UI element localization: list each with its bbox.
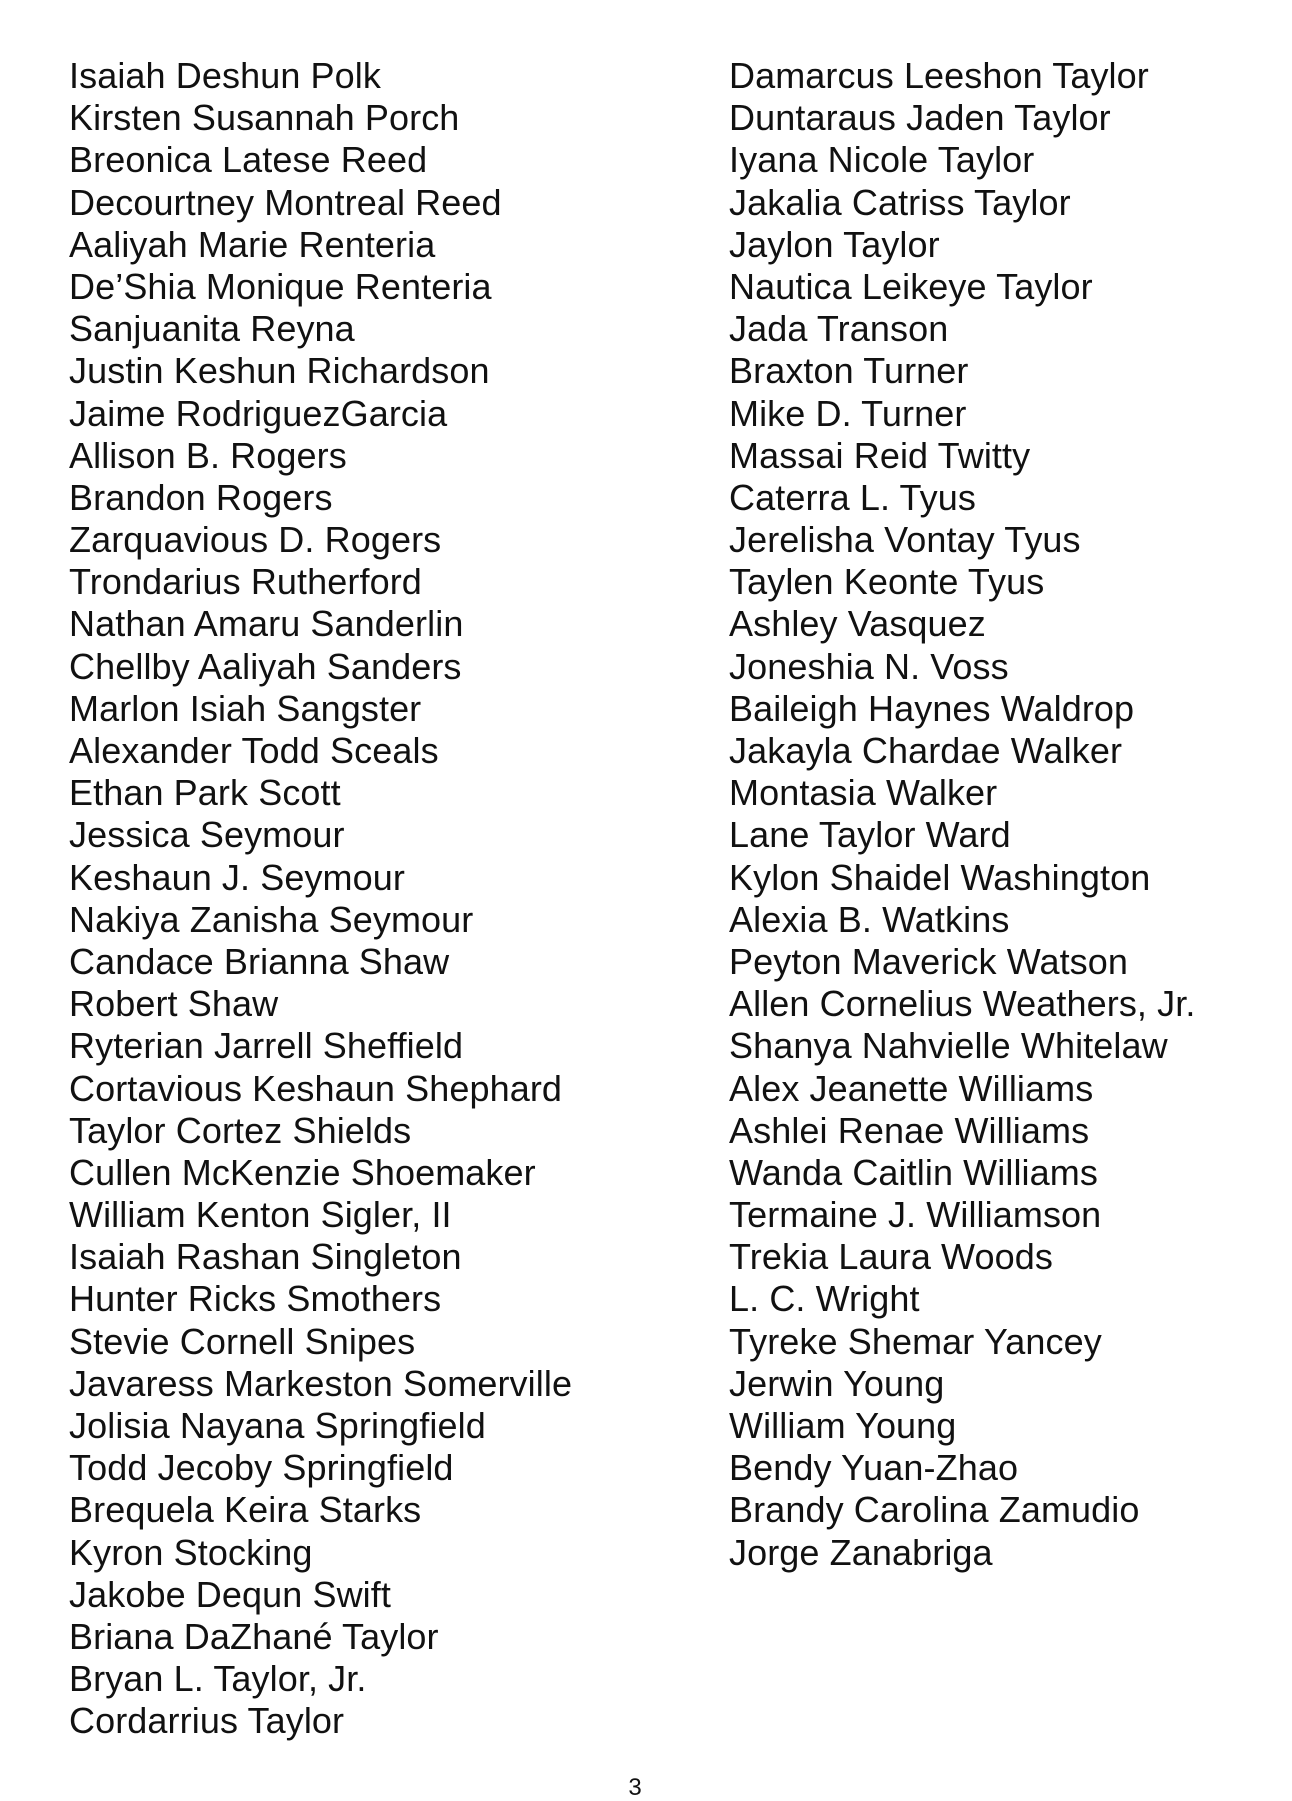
name-entry: Jaime RodriguezGarcia <box>69 392 448 434</box>
name-entry: Trondarius Rutherford <box>69 561 422 603</box>
name-entry: Todd Jecoby Springfield <box>69 1447 454 1489</box>
name-entry: Brandon Rogers <box>69 476 333 518</box>
name-entry: Jada Transon <box>729 308 949 350</box>
name-entry: Sanjuanita Reyna <box>69 308 355 350</box>
name-entry: Javaress Markeston Somerville <box>69 1362 573 1404</box>
name-entry: Nathan Amaru Sanderlin <box>69 603 464 645</box>
name-entry: Zarquavious D. Rogers <box>69 519 442 561</box>
name-entry: Alexia B. Watkins <box>729 898 1010 940</box>
name-entry: Cordarrius Taylor <box>69 1700 345 1742</box>
name-entry: Ethan Park Scott <box>69 772 341 814</box>
name-entry: Kirsten Susannah Porch <box>69 97 460 139</box>
name-entry: Keshaun J. Seymour <box>69 856 405 898</box>
name-entry: Isaiah Rashan Singleton <box>69 1236 462 1278</box>
name-entry: Jakayla Chardae Walker <box>729 730 1123 771</box>
name-entry: Trekia Laura Woods <box>729 1236 1053 1278</box>
names-column-right <box>729 55 1195 1574</box>
name-entry: Lane Taylor Ward <box>729 814 1011 856</box>
name-entry: Allison B. Rogers <box>69 434 347 476</box>
name-entry: Tyreke Shemar Yancey <box>729 1320 1102 1362</box>
name-entry: Briana DaZhané Taylor <box>69 1615 439 1657</box>
name-entry: Cullen McKenzie Shoemaker <box>69 1151 536 1193</box>
name-entry: Bryan L. Taylor, Jr. <box>69 1658 367 1700</box>
name-entry: Aaliyah Marie Renteria <box>69 223 436 265</box>
name-entry: Peyton Maverick Watson <box>729 940 1129 982</box>
name-entry: Taylen Keonte Tyus <box>729 561 1045 603</box>
name-entry: Alex Jeanette Williams <box>729 1067 1094 1109</box>
name-entry: Baileigh Haynes Waldrop <box>729 687 1135 729</box>
name-entry: Chellby Aaliyah Sanders <box>69 645 462 687</box>
name-entry: Shanya Nahvielle Whitelaw <box>729 1025 1168 1067</box>
name-entry: Nautica Leikeye Taylor <box>729 265 1093 307</box>
name-entry: Jorge Zanabriga <box>729 1531 993 1573</box>
name-entry: Jakobe Dequn Swift <box>69 1573 391 1615</box>
name-entry: Cortavious Keshaun Shephard <box>69 1067 563 1109</box>
name-entry: Robert Shaw <box>69 983 279 1025</box>
name-entry: Brandy Carolina Zamudio <box>729 1489 1140 1531</box>
name-entry: Mike D. Turner <box>729 392 967 434</box>
name-entry: Ryterian Jarrell Sheffield <box>69 1025 464 1067</box>
name-entry: Ashlei Renae Williams <box>729 1109 1090 1151</box>
page-number: 3 <box>628 1774 642 1801</box>
name-entry: Braxton Turner <box>729 350 969 392</box>
name-entry: Candace Brianna Shaw <box>69 940 450 982</box>
name-entry: Jakalia Catriss Taylor <box>729 181 1071 223</box>
name-entry: Jessica Seymour <box>69 814 345 856</box>
name-entry: Jerwin Young <box>729 1362 945 1404</box>
name-entry: Nakiya Zanisha Seymour <box>69 898 474 940</box>
name-entry: William Young <box>729 1405 957 1446</box>
name-entry: Jerelisha Vontay Tyus <box>729 519 1081 561</box>
name-entry: L. C. Wright <box>729 1278 920 1320</box>
name-entry: William Kenton Sigler, II <box>69 1194 452 1236</box>
name-entry: Decourtney Montreal Reed <box>69 181 502 223</box>
name-entry: De’Shia Monique Renteria <box>69 265 492 307</box>
name-entry: Brequela Keira Starks <box>69 1489 422 1531</box>
name-entry: Allen Cornelius Weathers, Jr. <box>729 983 1196 1025</box>
name-entry: Joneshia N. Voss <box>729 645 1009 687</box>
name-entry: Iyana Nicole Taylor <box>729 139 1035 181</box>
name-entry: Termaine J. Williamson <box>729 1194 1102 1236</box>
name-entry: Alexander Todd Sceals <box>69 730 439 771</box>
name-entry: Stevie Cornell Snipes <box>69 1320 416 1362</box>
name-entry: Kylon Shaidel Washington <box>729 856 1151 898</box>
name-entry: Jolisia Nayana Springfield <box>69 1405 486 1446</box>
name-entry: Taylor Cortez Shields <box>69 1109 412 1151</box>
name-entry: Isaiah Deshun Polk <box>69 55 381 96</box>
name-entry: Ashley Vasquez <box>729 603 986 645</box>
names-column-left <box>69 55 572 1743</box>
name-entry: Bendy Yuan-Zhao <box>729 1447 1019 1489</box>
name-entry: Justin Keshun Richardson <box>69 350 490 392</box>
name-entry: Marlon Isiah Sangster <box>69 687 422 729</box>
name-entry: Duntaraus Jaden Taylor <box>729 97 1111 139</box>
name-entry: Jaylon Taylor <box>729 223 940 265</box>
name-entry: Hunter Ricks Smothers <box>69 1278 442 1320</box>
name-entry: Damarcus Leeshon Taylor <box>729 55 1149 96</box>
name-entry: Caterra L. Tyus <box>729 476 976 518</box>
name-entry: Kyron Stocking <box>69 1531 313 1573</box>
name-entry: Wanda Caitlin Williams <box>729 1151 1098 1193</box>
name-entry: Montasia Walker <box>729 772 998 814</box>
name-entry: Breonica Latese Reed <box>69 139 428 181</box>
name-entry: Massai Reid Twitty <box>729 434 1031 476</box>
